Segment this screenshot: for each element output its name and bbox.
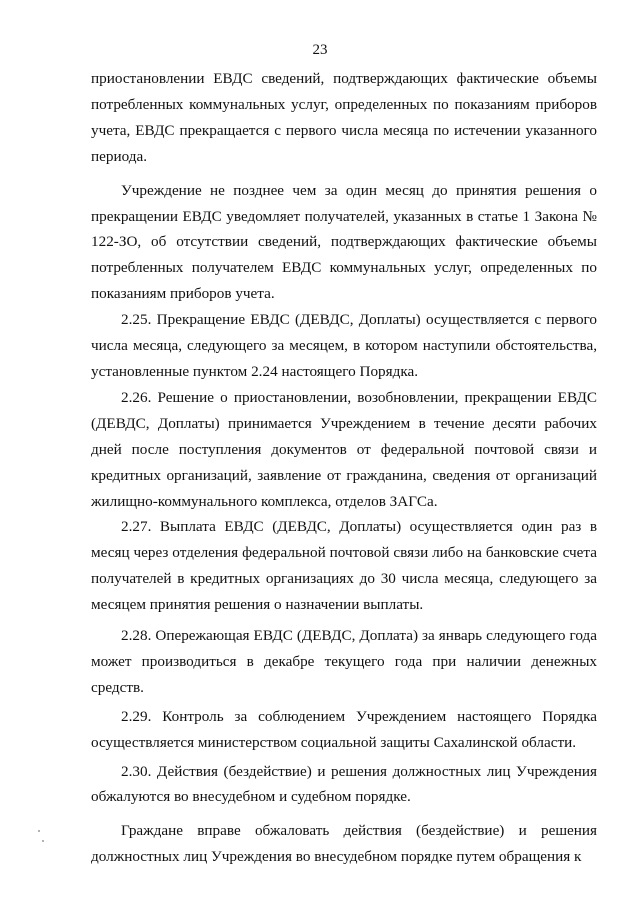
paragraph-notification: Учреждение не позднее чем за один месяц до принятия решения о прекращении ЕВДС уведомляет получателей, указанных в статье 1 Закона № 122-ЗО, об отсутствии сведений, подтверждающих фактические объемы потребленных получателем ЕВДС коммунальных услуг, определенных по показаниям приборов учета.	[91, 181, 597, 303]
paragraph-continuation: приостановлении ЕВДС сведений, подтверждающих фактические объемы потребленных коммунальных услуг, определенных по показаниям приборов учета, ЕВДС прекращается с первого числа месяца по истечении указанного периода.	[91, 70, 597, 165]
paragraph-2-25: 2.25. Прекращение ЕВДС (ДЕВДС, Доплаты) осуществляется с первого числа месяца, следующего за месяцем, в котором наступили обстоятельства, установленные пунктом 2.24 настоящего Порядка.	[91, 311, 597, 380]
scan-speck	[38, 830, 40, 832]
document-body	[91, 66, 597, 870]
paragraph-2-29: 2.29. Контроль за соблюдением Учреждением настоящего Порядка осуществляется министерством социальной защиты Сахалинской области.	[91, 707, 597, 751]
scan-speck	[42, 840, 44, 842]
paragraph-2-28: 2.28. Опережающая ЕВДС (ДЕВДС, Доплата) за январь следующего года может производиться в декабре текущего года при наличии денежных средств.	[91, 627, 597, 696]
paragraph-appeal: Граждане вправе обжаловать действия (бездействие) и решения должностных лиц Учреждения во внесудебном порядке путем обращения к	[91, 822, 597, 866]
paragraph-2-27: 2.27. Выплата ЕВДС (ДЕВДС, Доплаты) осуществляется один раз в месяц через отделения федеральной почтовой связи либо на банковские счета получателей в кредитных организациях до 30 числа месяца, следующего за месяцем принятия решения о назначении выплаты.	[91, 518, 597, 614]
page-number: 23	[312, 42, 328, 58]
paragraph-2-26: 2.26. Решение о приостановлении, возобновлении, прекращении ЕВДС (ДЕВДС, Доплаты) принимается Учреждением в течение десяти рабочих дней после поступления документов от федеральной почтовой связи и кредитных организаций, заявление от гражданина, сведения от организаций жилищно-коммунального комплекса, отделов ЗАГСа.	[91, 388, 597, 510]
paragraph-2-30: 2.30. Действия (бездействие) и решения должностных лиц Учреждения обжалуются во внесудебном и судебном порядке.	[91, 762, 597, 806]
